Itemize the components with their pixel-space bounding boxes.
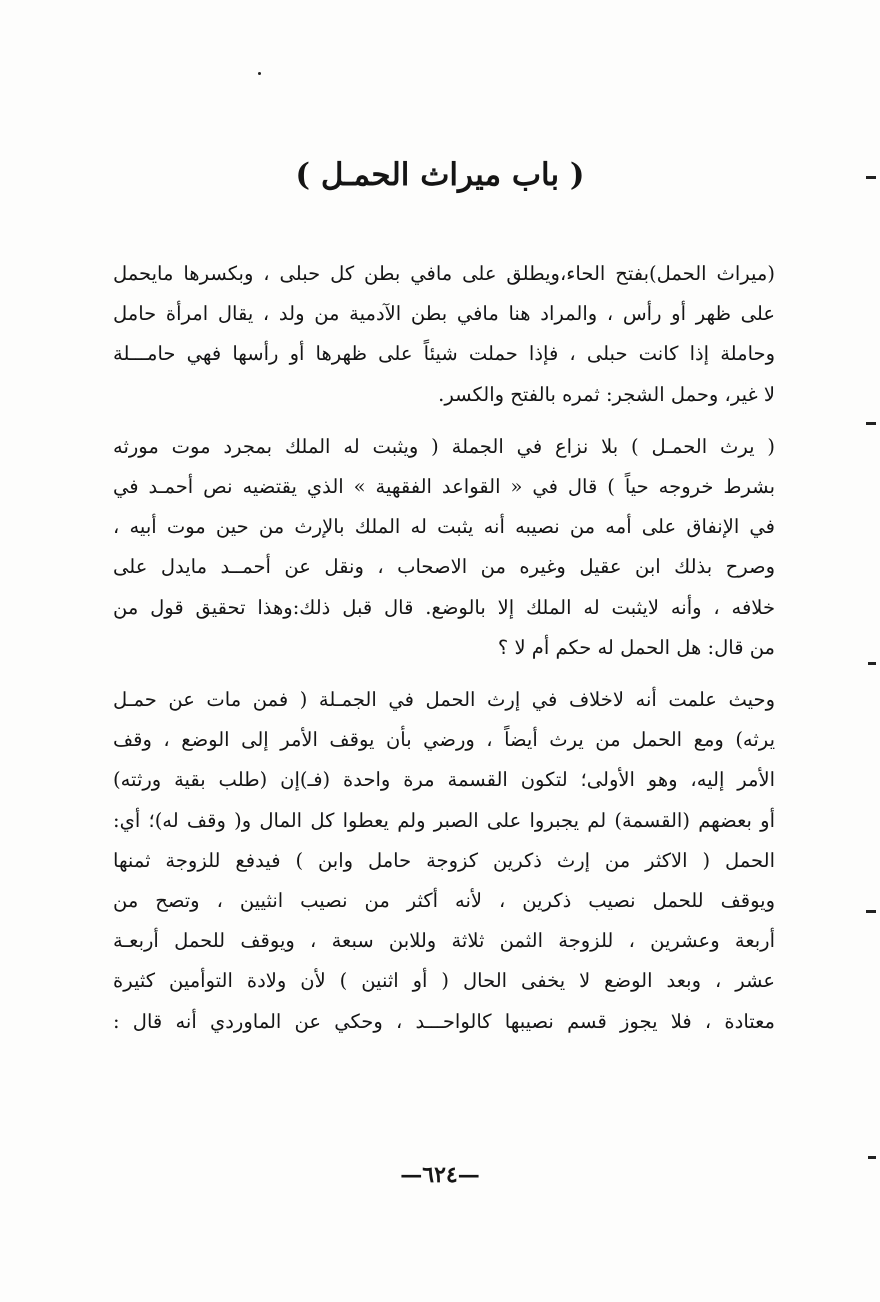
text-line: عشر ، وبعد الوضع لا يخفى الحال ( أو اثنين ) لأن ولادة التوأمين كثيرة	[113, 969, 775, 993]
body-text	[113, 254, 775, 1042]
text-line: (ميراث الحمل)بفتح الحاء،ويطلق على مافي بطن كل حبلى ، وبكسرها مايحمل	[113, 262, 775, 285]
text-line: الأمر إليه، وهو الأولى؛ لتكون القسمة مرة واحدة (فـ)إن (طلب بقية ورثته)	[113, 768, 775, 792]
scan-speck	[868, 662, 876, 665]
text-line: أربعة وعشرين ، للزوجة الثمن ثلاثة وللابن سبعة ، ويوقف للحمل أربعـة	[113, 929, 775, 953]
text-line: معتادة ، فلا يجوز قسم نصيبها كالواحـــد ، وحكي عن الماوردي أنه قال :	[113, 1009, 775, 1033]
scan-speck	[866, 176, 876, 179]
text-line: ويوقف للحمل نصيب ذكرين ، لأنه أكثر من نصيب انثيين ، وتصح من	[113, 889, 775, 913]
paragraph-3	[113, 680, 775, 1042]
text-line: ( يرث الحمـل ) بلا نزاع في الجملة ( ويثبت له الملك بمجرد موت مورثه	[113, 434, 775, 458]
text-line: في الإنفاق على أمه من نصيبه أنه يثبت له الملك بالإرث من حين موت أبيه ،	[113, 515, 775, 539]
page-number: —٦٢٤—	[400, 1162, 480, 1188]
text-line: من قال: هل الحمل له حكم أم لا ؟	[497, 635, 775, 659]
scan-speck	[868, 1156, 876, 1159]
chapter-heading: ( باب ميراث الحمـل )	[295, 157, 585, 193]
paragraph-2	[113, 427, 775, 668]
paragraph-1	[113, 254, 775, 415]
scan-speck	[866, 910, 876, 913]
text-line: يرثه) ومع الحمل من يرث أيضاً ، ورضي بأن يوقف الأمر إلى الوضع ، وقف	[113, 728, 775, 752]
text-line: لا غير، وحمل الشجر: ثمره بالفتح والكسر.	[438, 382, 775, 406]
text-line: أو بعضهم (القسمة) لم يجبروا على الصبر ولم يعطوا كل المال و( وقف له)؛ أي:	[113, 808, 775, 832]
text-line: بشرط خروجه حياً ) قال في « القواعد الفقهية » الذي يقتضيه نص أحمـد في	[113, 475, 775, 499]
text-line: الحمل ( الاكثر من إرث ذكرين كزوجة حامل وابن ) فيدفع للزوجة ثمنها	[113, 848, 775, 872]
text-line: وصرح بذلك ابن عقيل وغيره من الاصحاب ، ونقل عن أحمــد مايدل على	[113, 555, 775, 579]
scan-speck	[866, 422, 876, 425]
text-line: خلافه ، وأنه لايثبت له الملك إلا بالوضع. قال قبل ذلك:وهذا تحقيق قول من	[113, 595, 775, 619]
text-line: على ظهر أو رأس ، والمراد هنا مافي بطن الآدمية من ولد ، يقال امرأة حامل	[113, 302, 775, 326]
text-line: وحيث علمت أنه لاخلاف في إرث الحمل في الجمـلة ( فمن مات عن حمـل	[113, 688, 775, 712]
text-line: وحاملة إذا كانت حبلى ، فإذا حملت شيئاً على ظهرها أو رأسها فهي حامـــلة	[113, 342, 775, 366]
scan-speck	[258, 72, 261, 75]
